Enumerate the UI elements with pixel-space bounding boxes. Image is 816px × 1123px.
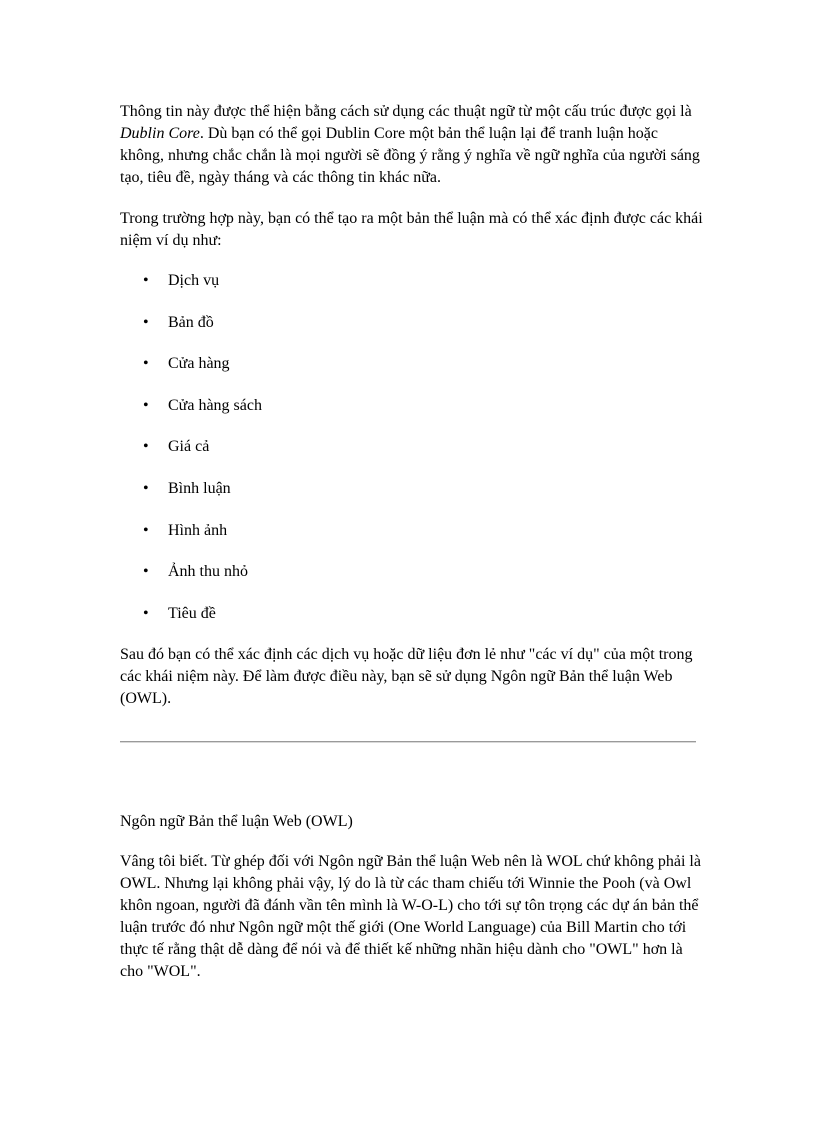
list-item	[120, 312, 705, 334]
list-item	[120, 436, 705, 458]
list-item	[120, 395, 705, 417]
bullet-icon: •	[143, 521, 149, 539]
list-item-label: Ảnh thu nhỏ	[168, 563, 248, 581]
section-title: Ngôn ngữ Bản thể luận Web (OWL)	[120, 813, 353, 831]
bullet-icon: •	[143, 563, 149, 581]
list-item	[120, 561, 705, 583]
owl-intro-paragraph: Sau đó bạn có thể xác định các dịch vụ hoặc dữ liệu đơn lẻ như "các ví dụ" của một trong các khái niệm này. Để làm được điều này, bạn sẽ sử dụng Ngôn ngữ Bản thể luận Web (OWL).	[120, 646, 693, 708]
concepts-intro-paragraph: Trong trường hợp này, bạn có thể tạo ra một bản thể luận mà có thể xác định được các khái niệm ví dụ như:	[120, 210, 703, 249]
intro-paragraph	[120, 101, 705, 189]
list-item	[120, 478, 705, 500]
bullet-icon: •	[143, 396, 149, 414]
list-item-label: Giá cả	[168, 438, 210, 456]
list-item-label: Cửa hàng	[168, 355, 230, 373]
list-item-label: Bình luận	[168, 479, 231, 497]
bullet-icon: •	[143, 313, 149, 331]
list-item-label: Cửa hàng sách	[168, 396, 262, 414]
document-page	[120, 101, 705, 983]
bullet-icon: •	[143, 479, 149, 497]
list-item-label: Tiêu đề	[168, 604, 216, 622]
intro-text-start: Thông tin này được thể hiện bằng cách sử dụng các thuật ngữ từ một cấu trúc được gọi là	[120, 103, 692, 120]
list-item	[120, 603, 705, 625]
concept-list	[120, 270, 705, 625]
list-item-label: Bản đồ	[168, 313, 214, 331]
bullet-icon: •	[143, 438, 149, 456]
bullet-icon: •	[143, 355, 149, 373]
bullet-icon: •	[143, 272, 149, 289]
list-item	[120, 520, 705, 542]
bullet-icon: •	[143, 604, 149, 622]
list-item-label: Dịch vụ	[168, 272, 220, 289]
list-item	[120, 353, 705, 375]
horizontal-divider	[120, 741, 696, 743]
dublin-core-term: Dublin Core	[120, 125, 200, 142]
list-item	[120, 270, 705, 292]
intro-text-end: . Dù bạn có thể gọi Dublin Core một bản thể luận lại để tranh luận hoặc không, nhưng chắc chắn là mọi người sẽ đồng ý rằng ý nghĩa về ngữ nghĩa của người sáng tạo, tiêu đề, ngày tháng và các thông tin khác nữa.	[120, 125, 700, 186]
list-item-label: Hình ảnh	[168, 521, 228, 539]
owl-name-paragraph: Vâng tôi biết. Từ ghép đối với Ngôn ngữ Bản thể luận Web nên là WOL chứ không phải là OWL. Nhưng lại không phải vậy, lý do là từ các tham chiếu tới Winnie the Pooh (và Owl khôn ngoan, người đã đánh vần tên mình là W-O-L) cho tới sự tôn trọng các dự án bản thể luận trước đó như Ngôn ngữ một thế giới (One World Language) của Bill Martin cho tới thực tế rằng thật dễ dàng để nói và để thiết kế những nhãn hiệu dành cho "OWL" hơn là cho "WOL".	[120, 853, 701, 981]
